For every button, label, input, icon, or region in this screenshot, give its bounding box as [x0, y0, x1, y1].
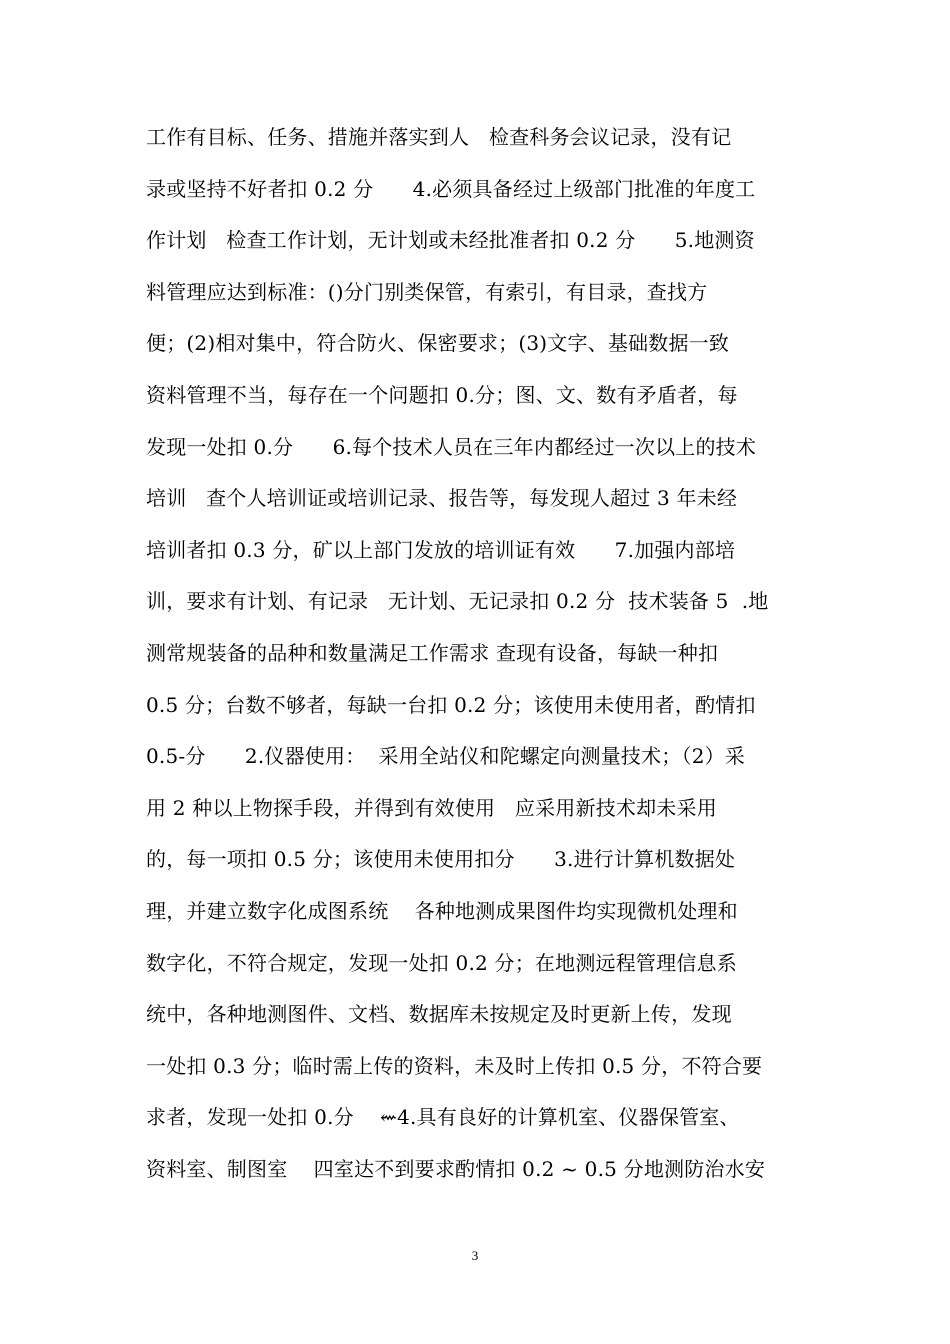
- text-line: 用 2 种以上物探手段，并得到有效使用 应采用新技术却未采用: [146, 795, 717, 820]
- text-line: 0.5-分 2.仪器使用： 采用全站仪和陀螺定向测量技术；（2）采: [146, 744, 746, 769]
- body-text: [146, 112, 806, 1195]
- text-line: 录或坚持不好者扣 0.2 分 4.必须具备经过上级部门批准的年度工: [146, 176, 756, 201]
- text-line: 理，并建立数字化成图系统 各种地测成果图件均实现微机处理和: [146, 898, 738, 923]
- text-line: 培训者扣 0.3 分，矿以上部门发放的培训证有效 7.加强内部培: [146, 537, 736, 562]
- page-number: 3: [471, 1248, 479, 1263]
- text-line: 求者，发现一处扣 0.分 ⇜4.具有良好的计算机室、仪器保管室、: [146, 1105, 740, 1130]
- text-line: 统中，各种地测图件、文档、数据库未按规定及时更新上传，发现: [146, 1002, 732, 1027]
- text-line: 培训 查个人培训证或培训记录、报告等，每发现人超过 3 年未经: [146, 486, 738, 511]
- text-line: 发现一处扣 0.分 6.每个技术人员在三年内都经过一次以上的技术: [146, 434, 757, 459]
- text-line: 资料室、制图室 四室达不到要求酌情扣 0.2 ~ 0.5 分地测防治水安: [146, 1156, 766, 1181]
- text-line: 的，每一项扣 0.5 分；该使用未使用扣分 3.进行计算机数据处: [146, 847, 736, 872]
- text-line: 训，要求有计划、有记录 无计划、无记录扣 0.2 分 技术装备 5 .地: [146, 589, 769, 614]
- text-line: 便；(2)相对集中，符合防火、保密要求；(3)文字、基础数据一致: [146, 331, 730, 356]
- text-line: 测常规装备的品种和数量满足工作需求 查现有设备，每缺一种扣: [146, 640, 719, 665]
- text-line: 资料管理不当，每存在一个问题扣 0.分；图、文、数有矛盾者，每: [146, 382, 738, 407]
- text-line: 作计划 检查工作计划，无计划或未经批准者扣 0.2 分 5.地测资: [146, 228, 755, 253]
- text-line: 工作有目标、任务、措施并落实到人 检查科务会议记录，没有记: [146, 125, 732, 149]
- text-line: 0.5 分；台数不够者，每缺一台扣 0.2 分；该使用未使用者，酌情扣: [146, 692, 756, 717]
- text-line: 数字化，不符合规定，发现一处扣 0.2 分；在地测远程管理信息系: [146, 950, 737, 975]
- text-line: 料管理应达到标准：()分门别类保管，有索引，有目录，查找方: [146, 279, 708, 304]
- text-line: 一处扣 0.3 分；临时需上传的资料，未及时上传扣 0.5 分，不符合要: [146, 1053, 763, 1078]
